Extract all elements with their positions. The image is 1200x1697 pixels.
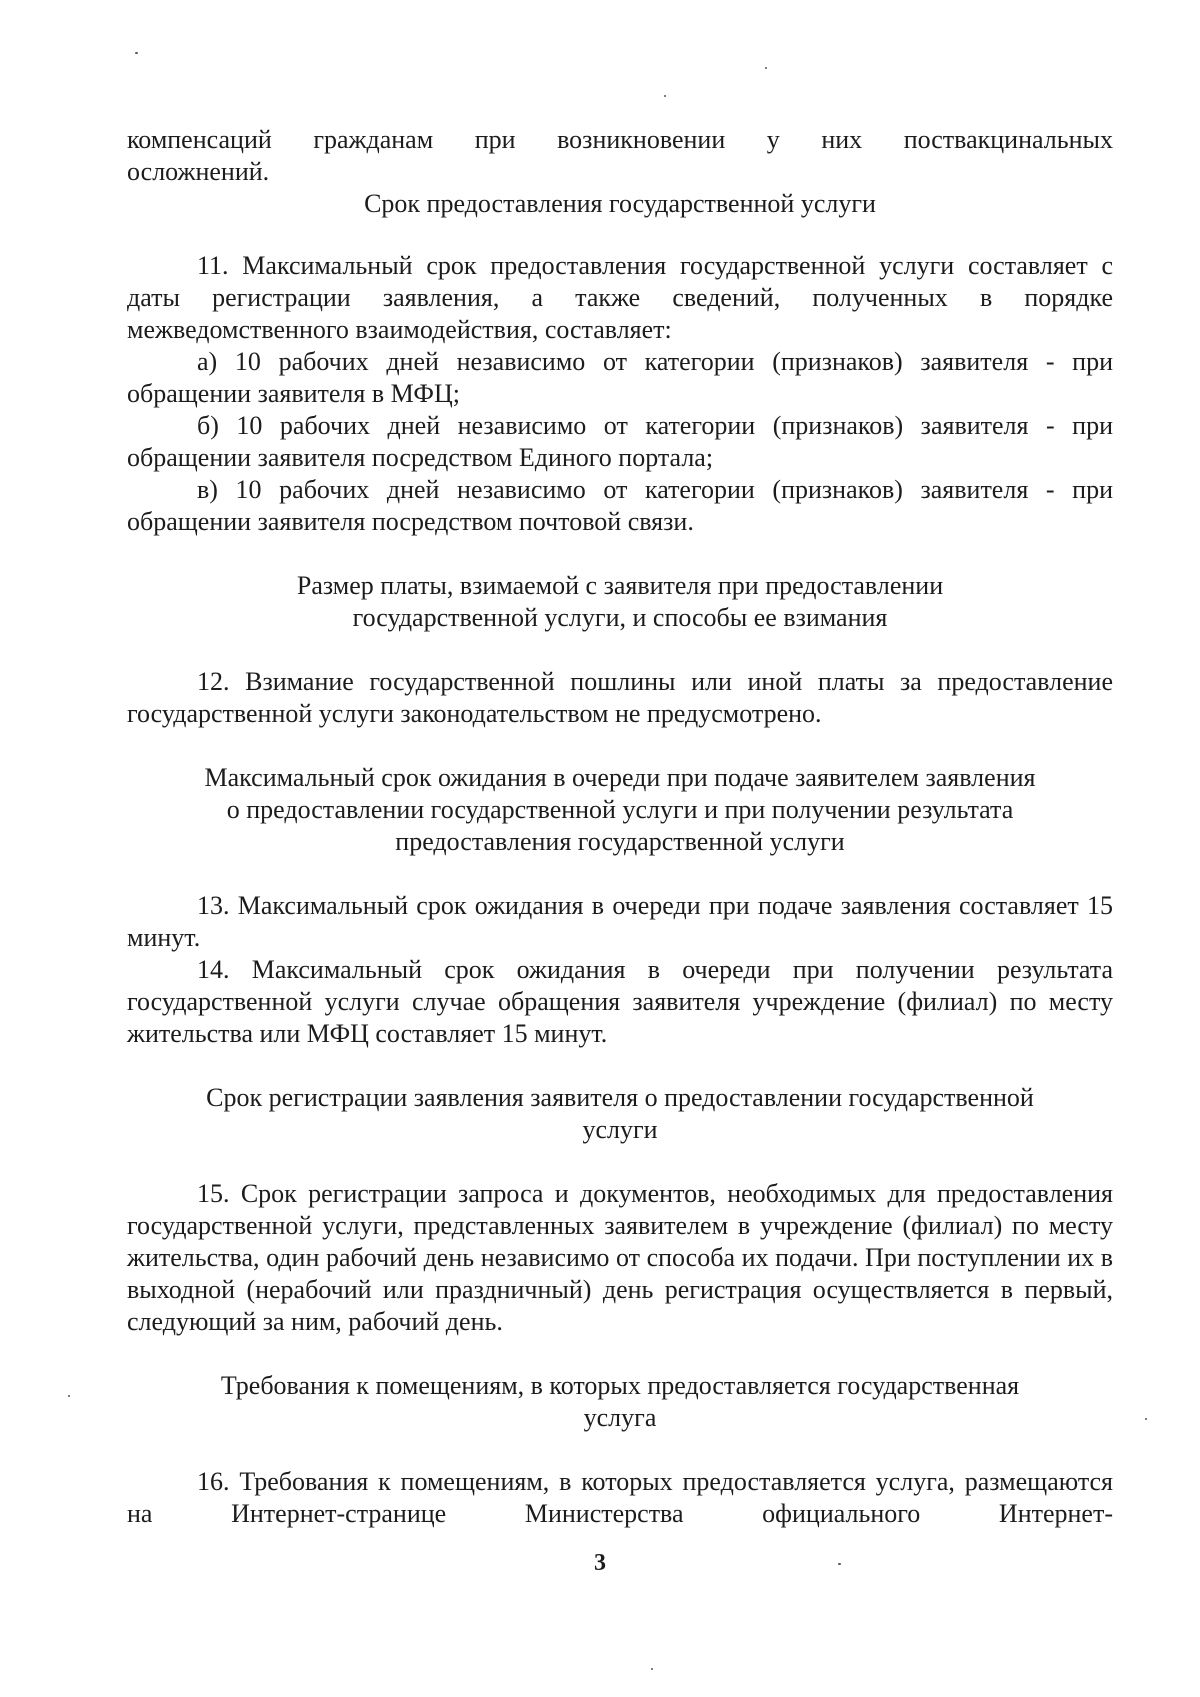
heading-registration	[127, 1082, 1113, 1146]
scan-speck	[664, 95, 666, 97]
paragraph-13: 13. Максимальный срок ожидания в очереди при подаче заявления составляет 15 минут.	[127, 891, 1113, 952]
intro-line-1: компенсаций гражданам при возникновении у них поствакцинальных	[127, 125, 1113, 154]
paragraph-11: 11. Максимальный срок предоставления государственной услуги составляет с даты регистрации заявления, а также сведений, полученных в порядке межведомственного взаимодействия, составляет:	[127, 251, 1113, 344]
paragraph-11b: б) 10 рабочих дней независимо от категории (признаков) заявителя - при обращении заявителя посредством Единого портала;	[127, 411, 1113, 472]
heading-registration-line-1: Срок регистрации заявления заявителя о предоставлении государственной	[206, 1083, 1034, 1112]
paragraph-15: 15. Срок регистрации запроса и документов, необходимых для предоставления государственной услуги, представленных заявителем в учреждение (филиал) по месту жительства, один рабочий день независимо от способа их подачи. При поступлении их в выходной (нерабочий или праздничный) день регистрация осуществляется в первый, следующий за ним, рабочий день.	[127, 1179, 1113, 1336]
heading-fee-line-1: Размер платы, взимаемой с заявителя при предоставлении	[296, 571, 944, 600]
heading-queue-line-1: Максимальный срок ожидания в очереди при подаче заявителем заявления	[204, 763, 1036, 792]
paragraph-14: 14. Максимальный срок ожидания в очереди при получении результата государственной услуги случае обращения заявителя учреждение (филиал) по месту жительства или МФЦ составляет 15 минут.	[127, 955, 1113, 1048]
heading-fee-line-2: государственной услуги, и способы ее взимания	[352, 603, 888, 632]
scan-speck	[135, 52, 138, 54]
paragraph-12: 12. Взимание государственной пошлины или иной платы за предоставление государственной услуги законодательством не предусмотрено.	[127, 667, 1113, 728]
scan-speck	[765, 67, 767, 69]
heading-queue-line-2: о предоставлении государственной услуги и при получении результата	[226, 795, 1014, 824]
paragraph-11a: а) 10 рабочих дней независимо от категории (признаков) заявителя - при обращении заявителя в МФЦ;	[127, 347, 1113, 408]
heading-queue-line-3: предоставления государственной услуги	[395, 827, 845, 856]
paragraph-16: 16. Требования к помещениям, в которых предоставляется услуга, размещаются на Интернет-странице Министерства официального Интернет-	[127, 1467, 1113, 1528]
heading-queue	[127, 762, 1113, 858]
paragraph-11c: в) 10 рабочих дней независимо от категории (признаков) заявителя - при обращении заявителя посредством почтовой связи.	[127, 475, 1113, 536]
scan-speck	[1145, 1418, 1147, 1420]
heading-rooms-line-2: услуга	[583, 1403, 657, 1432]
heading-service-term: Срок предоставления государственной услуги	[364, 189, 876, 218]
heading-fee	[127, 570, 1113, 634]
document-body	[127, 124, 1113, 1530]
page-number: 3	[594, 1550, 606, 1576]
scan-speck	[68, 1395, 70, 1397]
intro-line-2: осложнений.	[127, 157, 270, 186]
heading-rooms	[127, 1370, 1113, 1434]
scan-speck	[651, 1668, 653, 1670]
heading-rooms-line-1: Требования к помещениям, в которых предоставляется государственная	[220, 1371, 1020, 1400]
heading-registration-line-2: услуги	[582, 1115, 658, 1144]
